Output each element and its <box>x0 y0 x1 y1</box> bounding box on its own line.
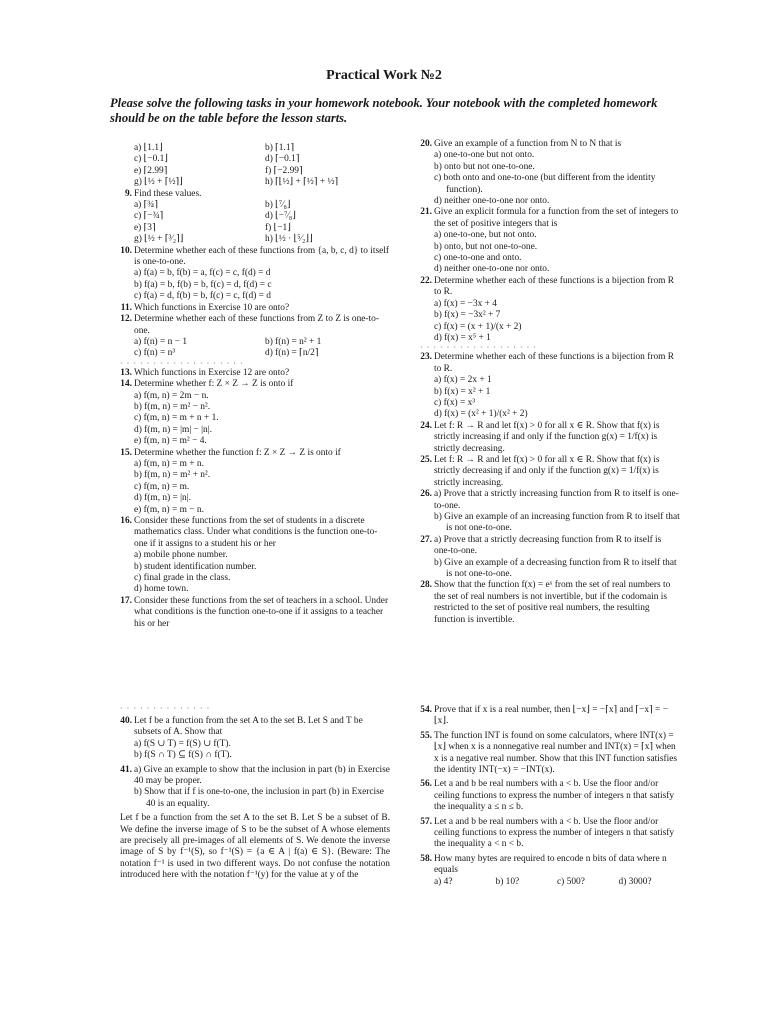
exercise-number: 20. <box>420 139 432 149</box>
exercise-57 <box>420 817 680 851</box>
exercise-23 <box>420 352 680 375</box>
ex8-d: d) ⌈−0.1⌉ <box>265 154 300 165</box>
ex14-c: c) f(m, n) = m + n + 1. <box>134 413 219 424</box>
exercise-28 <box>420 580 680 626</box>
exercise-stem: Find these values. <box>134 188 202 199</box>
ex8-grid <box>120 143 390 189</box>
ex23-items <box>420 375 680 421</box>
ex15-b: b) f(m, n) = m² + n². <box>134 470 211 481</box>
ex58-grid <box>420 877 680 888</box>
exercise-number: 25. <box>420 454 432 465</box>
exercise-stem: Which functions in Exercise 12 are onto? <box>134 367 290 378</box>
exercise-number: 26. <box>420 489 432 500</box>
ex16-items <box>120 550 390 596</box>
ex9-e: e) ⌈3⌉ <box>134 222 156 233</box>
bottom-left-column <box>120 705 390 882</box>
exercise-9 <box>120 189 390 200</box>
ex22-d: d) f(x) = x⁵ + 1 <box>434 332 491 343</box>
ex12-a: a) f(n) = n − 1 <box>134 336 188 347</box>
ex9-b: b) ⌊⁷⁄₈⌋ <box>265 200 291 211</box>
exercise-stem: Let a and b be real numbers with a < b. Use the floor and/or ceiling functions to express the number of integers n that satisfy the inequality a ≤ n ≤ b. <box>434 779 675 813</box>
ex12-grid <box>120 337 390 360</box>
ex10-a: a) f(a) = b, f(b) = a, f(c) = c, f(d) = d <box>134 268 271 279</box>
ex21-items <box>420 230 680 276</box>
ex23-b: b) f(x) = x² + 1 <box>434 386 491 397</box>
exercise-number: 56. <box>420 779 432 790</box>
exercise-stem: Show that the function f(x) = eˣ from the set of real numbers to the set of real numbers is not invertible, but if the codomain is restricted to the set of positive real numbers, the resulting function is invertible. <box>434 580 671 625</box>
ex12-c: c) f(n) = n³ <box>134 348 176 359</box>
exercise-stem: Determine whether f: Z × Z → Z is onto if <box>134 379 294 390</box>
ex8-e: e) ⌈2.99⌉ <box>134 165 168 176</box>
exercise-16 <box>120 516 390 550</box>
ex23-d: d) f(x) = (x² + 1)/(x² + 2) <box>434 409 528 420</box>
ex41-b: b) Show that if f is one-to-one, the inclusion in part (b) in Exercise 40 is an equality. <box>134 787 384 809</box>
exercise-number: 41. <box>120 764 132 775</box>
exercise-13 <box>120 368 390 379</box>
ex40-a: a) f(S ∪ T) = f(S) ∪ f(T). <box>134 738 231 749</box>
exercise-12 <box>120 314 390 337</box>
scan-cut-line: · · · · · · · · · · · · · · · · · · <box>420 344 537 353</box>
ex16-d: d) home town. <box>134 584 189 595</box>
scan-cut-line: · · · · · · · · · · · · · · · · · · · <box>120 359 244 368</box>
exercise-stem: Let f be a function from the set A to the set B. Let S and T be subsets of A. Show that <box>134 716 363 738</box>
exercise-58 <box>420 854 680 877</box>
exercise-27 <box>420 535 680 558</box>
ex40-items <box>120 739 390 762</box>
exercise-number: 54. <box>420 705 432 715</box>
exercise-number: 14. <box>120 379 132 390</box>
exercise-14 <box>120 379 390 390</box>
exercise-stem: The function INT is found on some calculators, where INT(x) = ⌊x⌋ when x is a nonnegative real number and INT(x) = ⌈x⌉ when x is a negative real number. Show that this INT function satisfies the identity INT(−x) = −INT(x). <box>434 730 678 776</box>
exercise-number: 23. <box>420 352 432 363</box>
ex8-c: c) ⌊−0.1⌋ <box>134 154 168 165</box>
ex21-a: a) one-to-one, but not onto. <box>434 230 537 241</box>
exercise-stem: Let f: R → R and let f(x) > 0 for all x ∈ R. Show that f(x) is strictly increasing if and only if the function g(x) = 1/f(x) is strictly decreasing. <box>434 420 660 454</box>
instructions: Please solve the following tasks in your homework notebook. Your notebook with the completed homework should be on the table before the lesson starts. <box>110 96 658 125</box>
exercise-41 <box>120 765 390 788</box>
exercise-number: 10. <box>120 245 132 256</box>
ex20-b: b) onto but not one-to-one. <box>434 161 535 172</box>
exercise-number: 40. <box>120 716 132 726</box>
ex10-c: c) f(a) = d, f(b) = b, f(c) = c, f(d) = d <box>134 291 271 302</box>
exercise-56 <box>420 779 680 813</box>
ex14-items <box>120 391 390 448</box>
exercise-55 <box>420 731 680 777</box>
ex15-items <box>120 459 390 516</box>
ex9-g: g) ⌊½ + ⌈³⁄₂⌉⌋ <box>134 234 184 245</box>
ex22-c: c) f(x) = (x + 1)/(x + 2) <box>434 321 522 332</box>
inverse-image-paragraph: Let f be a function from the set A to the set B. Let S be a subset of B. We define the inverse image of S to be the subset of A whose elements are precisely all pre-images of all elements of S. We denote the inverse image of S by f⁻¹(S), so f⁻¹(S) = {a ∈ A | f(a) ∈ S}. (Beware: The notation f⁻¹ is used in two different ways. Do not confuse the notation introduced here with the notation f⁻¹(y) for the value at y of the <box>120 813 390 881</box>
exercise-stem: Give an explicit formula for a function from the set of integers to the set of positive integers that is <box>434 207 679 229</box>
ex40-b: b) f(S ∩ T) ⊆ f(S) ∩ f(T). <box>134 750 232 761</box>
ex16-c: c) final grade in the class. <box>134 573 231 584</box>
ex16-b: b) student identification number. <box>134 561 257 572</box>
exercise-number: 21. <box>420 207 432 218</box>
ex15-c: c) f(m, n) = m. <box>134 481 190 492</box>
ex8-h: h) ⌈⌊½⌋ + ⌈½⌉ + ½⌉ <box>265 177 339 188</box>
exercise-15 <box>120 448 390 459</box>
exercise-stem: How many bytes are required to encode n bits of data where n equals <box>434 853 667 876</box>
exercise-stem: Determine whether each of these functions from Z to Z is one-to-one. <box>134 314 379 336</box>
exercise-number: 24. <box>420 420 432 431</box>
exercise-26 <box>420 489 680 512</box>
exercise-number: 22. <box>420 275 432 286</box>
exercise-number: 58. <box>420 853 432 864</box>
scan-cut-line: · · · · · · · · · · · · · · <box>120 705 211 713</box>
ex9-h: h) ⌊½ · ⌊⁵⁄₂⌋⌋ <box>265 234 313 245</box>
exercise-54 <box>420 705 680 728</box>
exercise-number: 15. <box>120 447 132 458</box>
exercise-24 <box>420 421 680 455</box>
exercise-stem: Consider these functions from the set of students in a discrete mathematics class. Under what conditions is the function one-to-one if it assigns to a student his or her <box>134 516 378 549</box>
ex10-items <box>120 268 390 302</box>
exercise-21 <box>420 207 680 230</box>
ex41-a: a) Give an example to show that the inclusion in part (b) in Exercise 40 may be proper. <box>134 764 390 787</box>
exercise-number: 9. <box>124 188 132 199</box>
exercise-22 <box>420 276 680 299</box>
ex27-items <box>420 558 680 581</box>
exercise-40 <box>120 716 390 739</box>
ex15-a: a) f(m, n) = m + n. <box>134 458 204 469</box>
ex21-b: b) onto, but not one-to-one. <box>434 241 538 252</box>
ex22-b: b) f(x) = −3x² + 7 <box>434 310 501 321</box>
page-title: Practical Work №2 <box>326 68 442 83</box>
exercise-number: 12. <box>120 314 132 325</box>
ex9-grid <box>120 200 390 246</box>
top-right-column <box>420 139 680 626</box>
exercise-20 <box>420 139 680 150</box>
exercise-number: 16. <box>120 516 132 526</box>
ex14-e: e) f(m, n) = m² − 4. <box>134 436 207 447</box>
exercise-number: 27. <box>420 534 432 545</box>
ex58-d: d) 3000? <box>618 876 652 887</box>
ex15-e: e) f(m, n) = m − n. <box>134 504 204 515</box>
ex26-a: a) Prove that a strictly increasing function from R to itself is one-to-one. <box>434 489 679 511</box>
exercise-25 <box>420 455 680 489</box>
ex26-b: b) Give an example of an increasing function from R to itself that is not one-to-one. <box>434 512 680 534</box>
exercise-stem: Determine whether the function f: Z × Z → Z is onto if <box>134 447 341 458</box>
ex22-items <box>420 299 680 345</box>
ex12-b: b) f(n) = n² + 1 <box>265 336 322 347</box>
ex14-d: d) f(m, n) = |m| − |n|. <box>134 424 212 435</box>
ex20-d: d) neither one-to-one nor onto. <box>434 196 550 207</box>
exercise-17 <box>120 596 390 630</box>
ex20-a: a) one-to-one but not onto. <box>434 150 535 161</box>
exercise-stem: Give an example of a function from N to N that is <box>434 139 622 149</box>
exercise-11 <box>120 303 390 314</box>
ex9-c: c) ⌈−¾⌉ <box>134 211 164 222</box>
exercise-stem: Consider these functions from the set of teachers in a school. Under what conditions is the function one-to-one if it assigns to a teacher his or her <box>134 595 389 629</box>
ex21-d: d) neither one-to-one nor onto. <box>434 264 550 275</box>
ex8-f: f) ⌈−2.99⌉ <box>265 165 303 176</box>
ex41-items <box>120 787 390 810</box>
bottom-right-column <box>420 705 680 888</box>
exercise-stem: Determine whether each of these functions is a bijection from R to R. <box>434 275 675 298</box>
exercise-number: 57. <box>420 816 432 827</box>
ex58-a: a) 4? <box>434 876 453 887</box>
ex26-items <box>420 512 680 535</box>
ex23-c: c) f(x) = x³ <box>434 397 476 408</box>
ex27-a: a) Prove that a strictly decreasing function from R to itself is one-to-one. <box>434 534 662 557</box>
ex8-g: g) ⌊½ + ⌈½⌉⌋ <box>134 177 183 188</box>
exercise-number: 55. <box>420 730 432 741</box>
ex23-a: a) f(x) = 2x + 1 <box>434 375 492 386</box>
exercise-stem: Let a and b be real numbers with a < b. Use the floor and/or ceiling functions to express the number of integers n that satisfy the inequality a < n < b. <box>434 816 675 850</box>
top-left-column <box>120 143 390 630</box>
exercise-number: 13. <box>120 367 132 378</box>
ex21-c: c) one-to-one and onto. <box>434 253 522 264</box>
exercise-number: 28. <box>420 580 432 591</box>
exercise-number: 17. <box>120 595 132 606</box>
ex27-b: b) Give an example of a decreasing function from R to itself that is not one-to-one. <box>434 557 677 580</box>
ex10-b: b) f(a) = b, f(b) = b, f(c) = d, f(d) = c <box>134 279 272 290</box>
exercise-10 <box>120 246 390 269</box>
exercise-stem: Let f: R → R and let f(x) > 0 for all x ∈ R. Show that f(x) is strictly decreasing if and only if the function g(x) = 1/f(x) is strictly increasing. <box>434 454 660 488</box>
ex9-d: d) ⌊−⁷⁄₈⌋ <box>265 211 296 222</box>
ex12-d: d) f(n) = ⌈n/2⌉ <box>265 348 319 359</box>
ex14-b: b) f(m, n) = m² − n². <box>134 401 211 412</box>
ex9-a: a) ⌈¾⌉ <box>134 200 158 211</box>
ex14-a: a) f(m, n) = 2m − n. <box>134 390 209 401</box>
ex16-a: a) mobile phone number. <box>134 550 228 561</box>
exercise-stem: Prove that if x is a real number, then ⌊−x⌋ = −⌈x⌉ and ⌈−x⌉ = −⌊x⌋. <box>434 705 668 727</box>
ex58-b: b) 10? <box>495 876 520 887</box>
ex8-a: a) ⌊1.1⌋ <box>134 143 163 153</box>
ex20-c: c) both onto and one-to-one (but different from the identity function). <box>434 173 656 195</box>
exercise-stem: Determine whether each of these functions is a bijection from R to R. <box>434 352 675 374</box>
exercise-number: 11. <box>120 302 132 313</box>
ex9-f: f) ⌊−1⌋ <box>265 222 291 233</box>
ex15-d: d) f(m, n) = |n|. <box>134 493 191 504</box>
ex58-c: c) 500? <box>557 876 585 887</box>
ex20-items <box>420 150 680 207</box>
exercise-stem: Which functions in Exercise 10 are onto? <box>134 302 290 313</box>
ex22-a: a) f(x) = −3x + 4 <box>434 298 497 309</box>
exercise-stem: Determine whether each of these functions from {a, b, c, d} to itself is one-to-one. <box>134 245 390 268</box>
ex8-b: b) ⌈1.1⌉ <box>265 143 295 153</box>
